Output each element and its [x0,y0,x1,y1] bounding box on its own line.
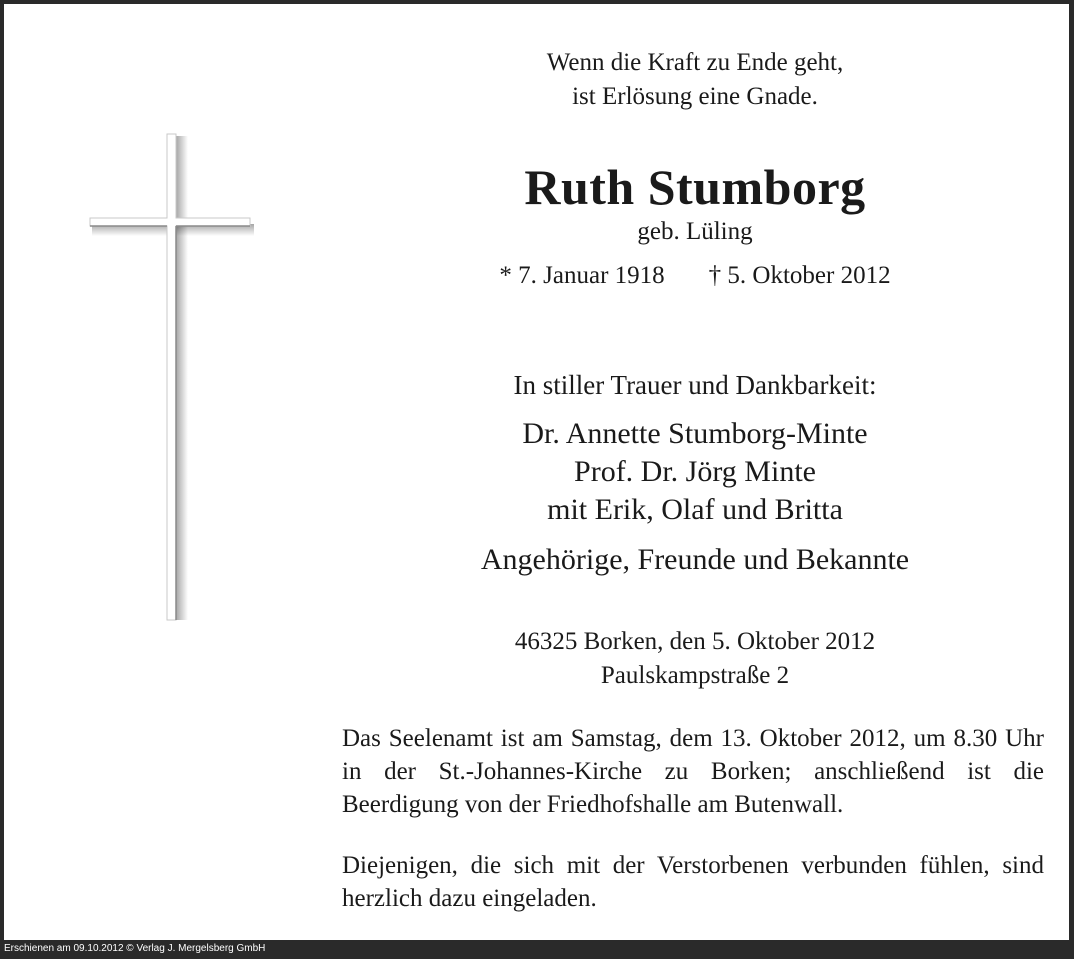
motto [315,46,1074,114]
mourning-line: In stiller Trauer und Dankbarkeit: [513,370,877,400]
footer-bar [0,940,1074,959]
birth-date: * 7. Januar 1918 [499,262,665,289]
address-block [315,625,1074,693]
deceased-name: Ruth Stumborg [524,159,866,215]
family-member: Prof. Dr. Jörg Minte [574,455,816,488]
family-member: mit Erik, Olaf und Britta [547,493,843,526]
funeral-info-paragraph: Das Seelenamt ist am Samstag, dem 13. Oktober 2012, um 8.30 Uhr in der St.-Johannes-Kirche zu Borken; anschließend ist die Beerdigung von der Friedhofshalle am Butenwall. [342,725,1044,818]
invitation-paragraph: Diejenigen, die sich mit der Verstorbenen verbunden fühlen, sind herzlich dazu eingeladen. [342,852,1044,912]
birth-name: geb. Lüling [637,218,753,245]
place-date: 46325 Borken, den 5. Oktober 2012 [514,628,876,655]
street-address: Paulskampstraße 2 [600,662,790,689]
publication-note: Erschienen am 09.10.2012 © Verlag J. Mergelsberg GmbH [4,943,266,954]
family-member: Dr. Annette Stumborg-Minte [522,417,868,450]
death-date: † 5. Oktober 2012 [708,262,891,289]
life-dates [315,259,1074,293]
cross-icon [88,132,258,622]
obituary-card [4,4,1069,940]
motto-line-2: ist Erlösung eine Gnade. [572,83,818,110]
motto-line-1: Wenn die Kraft zu Ende geht, [546,49,844,76]
family-list [315,415,1074,529]
relatives-line: Angehörige, Freunde und Bekannte [480,543,910,576]
